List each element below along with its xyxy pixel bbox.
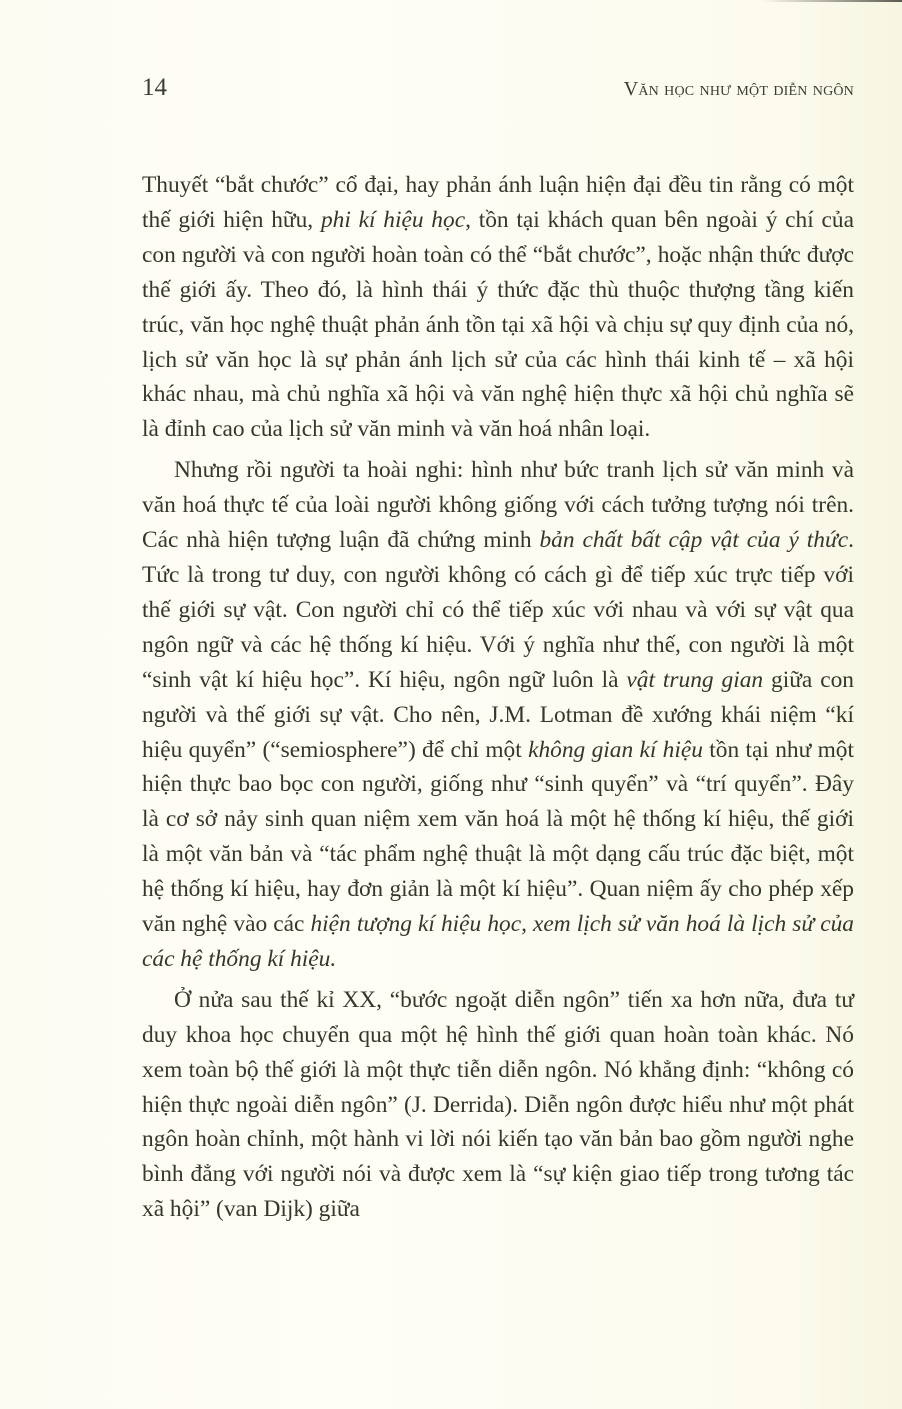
running-header bbox=[142, 74, 854, 106]
text-segment: Thuyết “bắt chước” cổ đại, hay phản ánh luận hiện đại đều tin rằng có một thế giới hiện hữu, bbox=[142, 172, 854, 233]
text-segment: Nhưng rồi người ta hoài nghi: hình như bức tranh lịch sử văn minh và văn hoá thực tế của loài người không giống với cách tưởng tượng nói trên. Các nhà hiện tượng luận đã chứng minh bbox=[142, 457, 854, 554]
body-text bbox=[142, 168, 854, 1233]
page-number: 14 bbox=[142, 74, 167, 101]
running-title: Văn học như một diễn ngôn bbox=[623, 78, 854, 100]
text-segment: . Tức là trong tư duy, con người không có cách gì để tiếp xúc trực tiếp với thế giới sự vật. Con người chỉ có thể tiếp xúc với nhau và với sự vật qua ngôn ngữ và các hệ thống kí hiệu. Với ý nghĩa như thế, con người là một “sinh vật kí hiệu học”. Kí hiệu, ngôn ngữ luôn là bbox=[142, 527, 854, 693]
text-segment: tồn tại như một hiện thực bao bọc con người, giống như “sinh quyển” và “trí quyển”. Đây là cơ sở nảy sinh quan niệm xem văn hoá là một hệ thống kí hiệu, thế giới là một văn bản và “tác phẩm nghệ thuật là một dạng cấu trúc đặc biệt, một hệ thống kí hiệu, hay đơn giản là một kí hiệu”. Quan niệm ấy cho phép xếp văn nghệ vào các bbox=[142, 736, 854, 938]
page-edge-shadow bbox=[762, 0, 902, 2]
italic-segment: hiện tượng kí hiệu học, xem lịch sử văn hoá là lịch sử của các hệ thống kí hiệu. bbox=[142, 911, 854, 972]
italic-segment: không gian kí hiệu bbox=[528, 736, 703, 763]
paragraph bbox=[142, 168, 854, 447]
text-segment: giữa con người và thế giới sự vật. Cho nên, J.M. Lotman đề xướng khái niệm “kí hiệu quyển” (“semiosphere”) để chỉ một bbox=[142, 666, 854, 763]
italic-segment: vật trung gian bbox=[626, 666, 764, 693]
text-segment: Ở nửa sau thế kỉ XX, “bước ngoặt diễn ngôn” tiến xa hơn nữa, đưa tư duy khoa học chuyển qua một hệ hình thế giới quan hoàn toàn khác. Nó xem toàn bộ thế giới là một thực tiễn diễn ngôn. Nó khẳng định: “không có hiện thực ngoài diễn ngôn” (J. Derrida). Diễn ngôn được hiểu như một phát ngôn hoàn chỉnh, một hành vi lời nói kiến tạo văn bản bao gồm người nghe bình đẳng với người nói và được xem là “sự kiện giao tiếp trong tương tác xã hội” (van Dijk) giữa bbox=[142, 986, 854, 1223]
italic-segment: phi kí hiệu học bbox=[320, 206, 466, 233]
paragraph bbox=[142, 453, 854, 977]
italic-segment: bản chất bất cập vật của ý thức bbox=[539, 527, 849, 554]
text-segment: , tồn tại khách quan bên ngoài ý chí của con người và con người hoàn toàn có thể “bắt chước”, hoặc nhận thức được thế giới ấy. Theo đó, là hình thái ý thức đặc thù thuộc thượng tầng kiến trúc, văn học nghệ thuật phản ánh tồn tại xã hội và chịu sự quy định của nó, lịch sử văn học là sự phản ánh lịch sử của các hình thái kinh tế – xã hội khác nhau, mà chủ nghĩa xã hội và văn nghệ hiện thực xã hội chủ nghĩa sẽ là đỉnh cao của lịch sử văn minh và văn hoá nhân loại. bbox=[142, 206, 854, 443]
paragraph bbox=[142, 983, 854, 1227]
